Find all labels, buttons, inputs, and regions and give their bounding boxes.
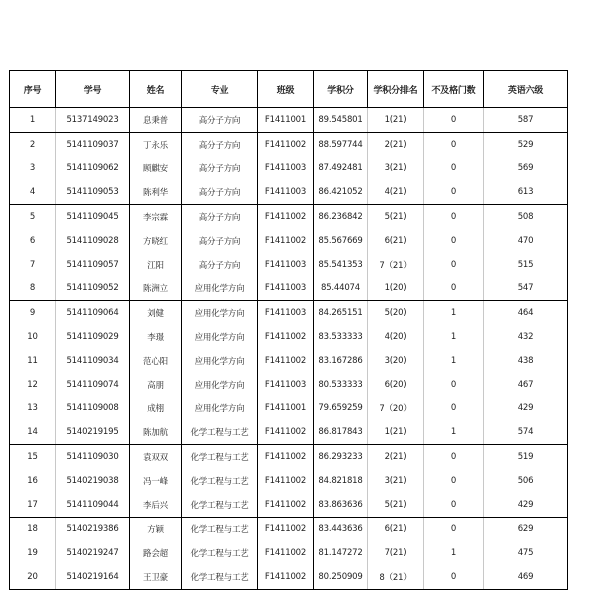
cell-major[interactable]: 化学工程与工艺 — [182, 420, 258, 444]
cell-cet6[interactable]: 569 — [484, 157, 568, 181]
cell-score-rank[interactable]: 4(21) — [368, 180, 424, 204]
cell-score[interactable]: 85.541353 — [314, 253, 368, 277]
cell-student-id[interactable]: 5140219164 — [56, 565, 130, 589]
cell-class[interactable]: F1411001 — [258, 108, 314, 133]
cell-student-id[interactable]: 5141109062 — [56, 157, 130, 181]
header-index[interactable]: 序号 — [10, 71, 56, 108]
cell-name[interactable]: 李宗霖 — [130, 205, 182, 229]
table-row — [10, 325, 568, 349]
cell-cet6[interactable]: 429 — [484, 397, 568, 421]
cell-score[interactable]: 85.567669 — [314, 229, 368, 253]
cell-failed-courses[interactable]: 0 — [424, 493, 484, 517]
cell-major[interactable]: 高分子方向 — [182, 132, 258, 156]
table-row — [10, 517, 568, 541]
cell-class[interactable]: F1411002 — [258, 493, 314, 517]
cell-score[interactable]: 86.817843 — [314, 420, 368, 444]
cell-student-id[interactable]: 5141109045 — [56, 205, 130, 229]
cell-major[interactable]: 化学工程与工艺 — [182, 517, 258, 541]
table-row — [10, 253, 568, 277]
cell-student-id[interactable]: 5141109052 — [56, 277, 130, 301]
cell-score[interactable]: 79.659259 — [314, 397, 368, 421]
cell-score[interactable]: 81.147272 — [314, 541, 368, 565]
cell-score-rank[interactable]: 3(21) — [368, 157, 424, 181]
cell-score[interactable]: 83.443636 — [314, 517, 368, 541]
cell-score-rank[interactable]: 4(20) — [368, 325, 424, 349]
header-failed-courses[interactable]: 不及格门数 — [424, 71, 484, 108]
cell-index[interactable]: 6 — [10, 229, 56, 253]
table-row — [10, 229, 568, 253]
cell-index[interactable]: 19 — [10, 541, 56, 565]
cell-index[interactable]: 13 — [10, 397, 56, 421]
cell-major[interactable]: 化学工程与工艺 — [182, 469, 258, 493]
cell-score[interactable]: 83.863636 — [314, 493, 368, 517]
table-row — [10, 469, 568, 493]
cell-name[interactable]: 袁双双 — [130, 445, 182, 469]
cell-index[interactable]: 15 — [10, 445, 56, 469]
cell-class[interactable]: F1411002 — [258, 325, 314, 349]
cell-major[interactable]: 应用化学方向 — [182, 325, 258, 349]
cell-score-rank[interactable]: 7（21） — [368, 253, 424, 277]
cell-failed-courses[interactable]: 0 — [424, 445, 484, 469]
cell-major[interactable]: 高分子方向 — [182, 180, 258, 204]
cell-major[interactable]: 化学工程与工艺 — [182, 445, 258, 469]
cell-cet6[interactable]: 467 — [484, 373, 568, 397]
cell-index[interactable]: 10 — [10, 325, 56, 349]
cell-student-id[interactable]: 5140219386 — [56, 517, 130, 541]
cell-score[interactable]: 80.250909 — [314, 565, 368, 589]
cell-index[interactable]: 7 — [10, 253, 56, 277]
cell-score-rank[interactable]: 5(21) — [368, 493, 424, 517]
cell-student-id[interactable]: 5141109037 — [56, 132, 130, 156]
cell-major[interactable]: 应用化学方向 — [182, 349, 258, 373]
cell-score-rank[interactable]: 2(21) — [368, 445, 424, 469]
cell-name[interactable]: 刘健 — [130, 301, 182, 325]
cell-failed-courses[interactable]: 0 — [424, 108, 484, 133]
header-major[interactable]: 专业 — [182, 71, 258, 108]
cell-name[interactable]: 冯一峰 — [130, 469, 182, 493]
cell-score-rank[interactable]: 7（20） — [368, 397, 424, 421]
cell-index[interactable]: 1 — [10, 108, 56, 133]
cell-major[interactable]: 应用化学方向 — [182, 397, 258, 421]
cell-failed-courses[interactable]: 1 — [424, 349, 484, 373]
cell-name[interactable]: 成栩 — [130, 397, 182, 421]
cell-index[interactable]: 5 — [10, 205, 56, 229]
cell-name[interactable]: 陈加航 — [130, 420, 182, 444]
cell-cet6[interactable]: 429 — [484, 493, 568, 517]
cell-failed-courses[interactable]: 0 — [424, 180, 484, 204]
cell-cet6[interactable]: 529 — [484, 132, 568, 156]
cell-score[interactable]: 80.533333 — [314, 373, 368, 397]
cell-class[interactable]: F1411002 — [258, 469, 314, 493]
cell-score-rank[interactable]: 1(20) — [368, 277, 424, 301]
cell-major[interactable]: 应用化学方向 — [182, 373, 258, 397]
cell-index[interactable]: 14 — [10, 420, 56, 444]
cell-name[interactable]: 方颖 — [130, 517, 182, 541]
cell-index[interactable]: 3 — [10, 157, 56, 181]
cell-score[interactable]: 83.167286 — [314, 349, 368, 373]
cell-major[interactable]: 高分子方向 — [182, 205, 258, 229]
cell-major[interactable]: 高分子方向 — [182, 229, 258, 253]
cell-score[interactable]: 85.44074 — [314, 277, 368, 301]
cell-major[interactable]: 化学工程与工艺 — [182, 541, 258, 565]
cell-student-id[interactable]: 5140219038 — [56, 469, 130, 493]
cell-score-rank[interactable]: 3(20) — [368, 349, 424, 373]
cell-failed-courses[interactable]: 0 — [424, 397, 484, 421]
cell-failed-courses[interactable]: 1 — [424, 301, 484, 325]
cell-score-rank[interactable]: 1(21) — [368, 420, 424, 444]
cell-class[interactable]: F1411002 — [258, 565, 314, 589]
cell-name[interactable]: 顾麒安 — [130, 157, 182, 181]
header-name[interactable]: 姓名 — [130, 71, 182, 108]
cell-major[interactable]: 高分子方向 — [182, 157, 258, 181]
cell-cet6[interactable]: 547 — [484, 277, 568, 301]
cell-name[interactable]: 范心阳 — [130, 349, 182, 373]
cell-failed-courses[interactable]: 0 — [424, 157, 484, 181]
cell-major[interactable]: 化学工程与工艺 — [182, 565, 258, 589]
cell-class[interactable]: F1411002 — [258, 229, 314, 253]
cell-score[interactable]: 88.597744 — [314, 132, 368, 156]
table-row — [10, 565, 568, 589]
cell-student-id[interactable]: 5141109074 — [56, 373, 130, 397]
cell-cet6[interactable]: 464 — [484, 301, 568, 325]
header-score[interactable]: 学积分 — [314, 71, 368, 108]
header-student-id[interactable]: 学号 — [56, 71, 130, 108]
cell-student-id[interactable]: 5141109044 — [56, 493, 130, 517]
cell-cet6[interactable]: 574 — [484, 420, 568, 444]
cell-score[interactable]: 84.265151 — [314, 301, 368, 325]
header-class[interactable]: 班级 — [258, 71, 314, 108]
cell-class[interactable]: F1411002 — [258, 517, 314, 541]
cell-score-rank[interactable]: 6(21) — [368, 517, 424, 541]
table-row — [10, 132, 568, 156]
table-row — [10, 397, 568, 421]
table-row — [10, 277, 568, 301]
cell-failed-courses[interactable]: 0 — [424, 132, 484, 156]
cell-cet6[interactable]: 432 — [484, 325, 568, 349]
table-row — [10, 157, 568, 181]
cell-failed-courses[interactable]: 0 — [424, 373, 484, 397]
cell-cet6[interactable]: 506 — [484, 469, 568, 493]
cell-score[interactable]: 83.533333 — [314, 325, 368, 349]
cell-name[interactable]: 方晓红 — [130, 229, 182, 253]
cell-index[interactable]: 20 — [10, 565, 56, 589]
cell-score-rank[interactable]: 7(21) — [368, 541, 424, 565]
cell-name[interactable]: 高朋 — [130, 373, 182, 397]
cell-major[interactable]: 高分子方向 — [182, 108, 258, 133]
cell-class[interactable]: F1411002 — [258, 420, 314, 444]
cell-score-rank[interactable]: 2(21) — [368, 132, 424, 156]
cell-class[interactable]: F1411003 — [258, 157, 314, 181]
cell-student-id[interactable]: 5141109053 — [56, 180, 130, 204]
cell-score-rank[interactable]: 8（21） — [368, 565, 424, 589]
cell-cet6[interactable]: 613 — [484, 180, 568, 204]
cell-major[interactable]: 应用化学方向 — [182, 277, 258, 301]
cell-score[interactable]: 86.421052 — [314, 180, 368, 204]
cell-score[interactable]: 86.293233 — [314, 445, 368, 469]
cell-name[interactable]: 江阳 — [130, 253, 182, 277]
table-row — [10, 108, 568, 133]
cell-class[interactable]: F1411003 — [258, 373, 314, 397]
cell-index[interactable]: 12 — [10, 373, 56, 397]
cell-score-rank[interactable]: 5(20) — [368, 301, 424, 325]
table-row — [10, 445, 568, 469]
cell-score-rank[interactable]: 3(21) — [368, 469, 424, 493]
cell-class[interactable]: F1411003 — [258, 253, 314, 277]
cell-name[interactable]: 息秉普 — [130, 108, 182, 133]
header-score-rank[interactable]: 学积分排名 — [368, 71, 424, 108]
cell-index[interactable]: 8 — [10, 277, 56, 301]
cell-student-id[interactable]: 5140219247 — [56, 541, 130, 565]
cell-student-id[interactable]: 5137149023 — [56, 108, 130, 133]
cell-score[interactable]: 87.492481 — [314, 157, 368, 181]
header-cet6[interactable]: 英语六级 — [484, 71, 568, 108]
cell-failed-courses[interactable]: 0 — [424, 517, 484, 541]
cell-failed-courses[interactable]: 0 — [424, 277, 484, 301]
cell-failed-courses[interactable]: 1 — [424, 420, 484, 444]
table-row — [10, 349, 568, 373]
cell-score[interactable]: 86.236842 — [314, 205, 368, 229]
cell-student-id[interactable]: 5141109029 — [56, 325, 130, 349]
cell-failed-courses[interactable]: 1 — [424, 325, 484, 349]
table-row — [10, 205, 568, 229]
cell-name[interactable]: 丁永乐 — [130, 132, 182, 156]
cell-class[interactable]: F1411003 — [258, 301, 314, 325]
cell-name[interactable]: 陈利华 — [130, 180, 182, 204]
cell-major[interactable]: 化学工程与工艺 — [182, 493, 258, 517]
table-row — [10, 420, 568, 444]
cell-failed-courses[interactable]: 0 — [424, 229, 484, 253]
cell-cet6[interactable]: 508 — [484, 205, 568, 229]
cell-index[interactable]: 18 — [10, 517, 56, 541]
cell-cet6[interactable]: 475 — [484, 541, 568, 565]
cell-cet6[interactable]: 470 — [484, 229, 568, 253]
cell-cet6[interactable]: 438 — [484, 349, 568, 373]
table-row — [10, 301, 568, 325]
cell-score-rank[interactable]: 5(21) — [368, 205, 424, 229]
cell-name[interactable]: 路会超 — [130, 541, 182, 565]
cell-class[interactable]: F1411002 — [258, 205, 314, 229]
cell-student-id[interactable]: 5141109057 — [56, 253, 130, 277]
cell-class[interactable]: F1411002 — [258, 132, 314, 156]
cell-score-rank[interactable]: 6(20) — [368, 373, 424, 397]
cell-index[interactable]: 16 — [10, 469, 56, 493]
cell-class[interactable]: F1411001 — [258, 397, 314, 421]
cell-failed-courses[interactable]: 1 — [424, 541, 484, 565]
table-row — [10, 373, 568, 397]
cell-score[interactable]: 89.545801 — [314, 108, 368, 133]
table-header-row — [10, 71, 568, 108]
cell-failed-courses[interactable]: 0 — [424, 565, 484, 589]
cell-index[interactable]: 4 — [10, 180, 56, 204]
cell-class[interactable]: F1411003 — [258, 277, 314, 301]
cell-name[interactable]: 王卫豪 — [130, 565, 182, 589]
cell-cet6[interactable]: 587 — [484, 108, 568, 133]
cell-class[interactable]: F1411002 — [258, 541, 314, 565]
cell-student-id[interactable]: 5141109028 — [56, 229, 130, 253]
table-row — [10, 180, 568, 204]
cell-name[interactable]: 陈洲立 — [130, 277, 182, 301]
cell-score-rank[interactable]: 1(21) — [368, 108, 424, 133]
cell-student-id[interactable]: 5141109064 — [56, 301, 130, 325]
cell-index[interactable]: 11 — [10, 349, 56, 373]
cell-cet6[interactable]: 519 — [484, 445, 568, 469]
cell-student-id[interactable]: 5141109034 — [56, 349, 130, 373]
cell-name[interactable]: 李璟 — [130, 325, 182, 349]
cell-class[interactable]: F1411002 — [258, 349, 314, 373]
cell-failed-courses[interactable]: 0 — [424, 205, 484, 229]
cell-score-rank[interactable]: 6(21) — [368, 229, 424, 253]
cell-student-id[interactable]: 5141109030 — [56, 445, 130, 469]
cell-index[interactable]: 9 — [10, 301, 56, 325]
cell-major[interactable]: 高分子方向 — [182, 253, 258, 277]
cell-student-id[interactable]: 5140219195 — [56, 420, 130, 444]
cell-class[interactable]: F1411002 — [258, 445, 314, 469]
cell-cet6[interactable]: 469 — [484, 565, 568, 589]
cell-cet6[interactable]: 515 — [484, 253, 568, 277]
table-row — [10, 541, 568, 565]
cell-student-id[interactable]: 5141109008 — [56, 397, 130, 421]
table-row — [10, 493, 568, 517]
cell-failed-courses[interactable]: 0 — [424, 253, 484, 277]
cell-name[interactable]: 李后兴 — [130, 493, 182, 517]
cell-index[interactable]: 2 — [10, 132, 56, 156]
cell-failed-courses[interactable]: 0 — [424, 469, 484, 493]
ranking-table — [9, 70, 568, 590]
cell-cet6[interactable]: 629 — [484, 517, 568, 541]
cell-major[interactable]: 应用化学方向 — [182, 301, 258, 325]
cell-class[interactable]: F1411003 — [258, 180, 314, 204]
cell-score[interactable]: 84.821818 — [314, 469, 368, 493]
cell-index[interactable]: 17 — [10, 493, 56, 517]
